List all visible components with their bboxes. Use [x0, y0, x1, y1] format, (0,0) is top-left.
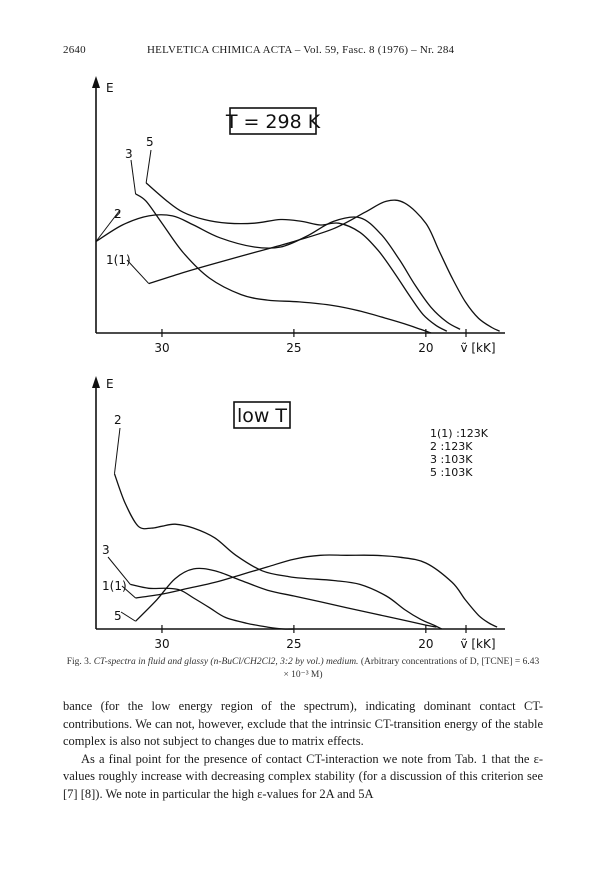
y-axis-label: E	[106, 377, 114, 391]
body-text	[63, 698, 543, 803]
legend	[430, 427, 489, 479]
series-line-1(1)	[149, 200, 500, 331]
legend-entry: 5 :103K	[430, 466, 473, 479]
x-axis-label: ṽ [kK]	[460, 341, 496, 355]
legend-entry: 2 :123K	[430, 440, 473, 453]
series-leader-line	[146, 150, 151, 183]
panel-low-t	[92, 376, 505, 651]
series-leader-line	[121, 612, 136, 621]
running-title: HELVETICA CHIMICA ACTA – Vol. 59, Fasc. 8 (1976) – Nr. 284	[147, 44, 455, 56]
series-line-2	[115, 474, 442, 629]
series-label: 3	[125, 147, 133, 161]
x-tick-label: 30	[154, 341, 170, 355]
series-line-2	[96, 215, 460, 330]
series-label: 1(1)	[102, 579, 127, 593]
series-label: 2	[114, 413, 122, 427]
caption-label: Fig. 3.	[66, 657, 92, 667]
x-tick-label: 30	[154, 637, 170, 651]
series-leader-line	[96, 210, 120, 242]
series-label: 1(1)	[106, 253, 131, 267]
series-leader-line	[131, 160, 136, 194]
paragraph: bance (for the low energy region of the spectrum), indicating dominant contact CT-contributions. We can not, however, exclude that the intrinsic CT-transition energy of the stable complex is also not subject to changes due to matrix effects.	[63, 699, 543, 748]
caption-title: CT-spectra in fluid and glassy (n-BuCl/CH2Cl2, 3:2 by vol.) medium.	[93, 657, 359, 667]
series-leader-line	[114, 428, 120, 474]
figure-caption	[63, 656, 543, 682]
series-label: 5	[146, 135, 154, 149]
caption-note: (Arbitrary concentrations of D, [TCNE] = 6.43 × 10⁻³ M)	[283, 657, 540, 680]
series-line-5	[146, 183, 447, 331]
legend-entry: 3 :103K	[430, 453, 473, 466]
x-tick-label: 25	[286, 341, 302, 355]
legend-entry: 1(1) :123K	[430, 427, 488, 440]
x-axis-label: ṽ [kK]	[460, 637, 496, 651]
series-line-3	[136, 194, 432, 333]
series-line-1(1)	[136, 555, 498, 627]
series-leader-line	[127, 260, 149, 284]
x-tick-label: 20	[418, 637, 434, 651]
series-label: 2	[114, 207, 122, 221]
page-number: 2640	[63, 44, 86, 56]
x-tick-label: 25	[286, 637, 302, 651]
x-tick-label: 20	[418, 341, 434, 355]
panel-298k	[92, 76, 505, 355]
series-line-5	[136, 568, 437, 627]
y-axis-label: E	[106, 81, 114, 95]
series-label: 5	[114, 609, 122, 623]
panel-label: T = 298 K	[225, 111, 321, 133]
paragraph: As a final point for the presence of contact CT-interaction we note from Tab. 1 that the ε-values roughly increase with decreasing complex stability (for a discussion of this criterion see [7] [8]). We note in particular the high ε-values for 2A and 5A	[63, 751, 543, 801]
panel-label: low T	[236, 405, 288, 427]
series-label: 3	[102, 543, 110, 557]
